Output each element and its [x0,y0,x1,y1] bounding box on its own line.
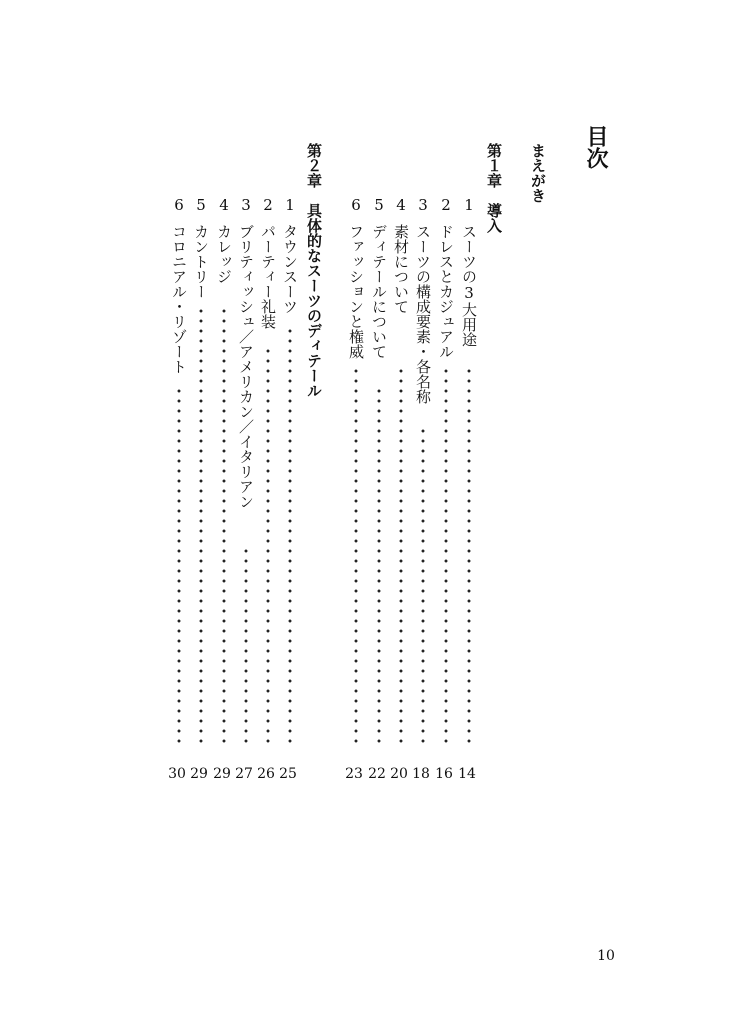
entry-number: 6 [347,196,365,214]
entry-number: 1 [460,196,478,214]
entry-number: 1 [281,196,299,214]
dot-leader [369,386,389,744]
toc-entry[interactable] [413,196,433,404]
entry-page-number: 25 [279,766,297,782]
entry-title: タウンスーツ [281,224,299,314]
entry-page-number: 30 [168,766,186,782]
toc-entry[interactable] [191,196,211,299]
dot-leader [436,366,456,744]
entry-title: カントリー [192,224,210,299]
toc-entry[interactable] [391,196,411,314]
entry-title: スーツの構成要素・各名称 [414,224,432,404]
entry-title: カレッジ [215,224,233,284]
page-number: 10 [597,948,615,964]
entry-page-number: 18 [412,766,430,782]
toc-entry[interactable] [236,196,256,509]
entry-title: ファッションと権威 [347,224,365,359]
entry-page-number: 20 [390,766,408,782]
toc-entry[interactable] [436,196,456,359]
dot-leader [459,366,479,744]
entry-page-number: 14 [458,766,476,782]
toc-entry[interactable] [258,196,278,329]
toc-entry[interactable] [214,196,234,284]
toc-entry[interactable] [369,196,389,359]
dot-leader [280,326,300,744]
dot-leader [169,386,189,744]
entry-number: 4 [392,196,410,214]
entry-title: ブリティッシュ／アメリカン／イタリアン [237,224,255,509]
entry-title: コロニアル・リゾート [170,224,188,374]
front-matter-heading: まえがき [529,143,547,203]
chapter-2-heading: 第２章 具体的なスーツのディテール [305,143,323,398]
entry-number: 4 [215,196,233,214]
dot-leader [191,306,211,744]
entry-page-number: 16 [435,766,453,782]
entry-number: 2 [437,196,455,214]
dot-leader [413,426,433,744]
toc-entry[interactable] [459,196,479,347]
toc-title: 目次 [583,125,608,169]
toc-entry[interactable] [346,196,366,359]
entry-title: スーツの3大用途 [460,224,478,347]
entry-title: ディテールについて [370,224,388,359]
entry-number: 3 [414,196,432,214]
dot-leader [391,366,411,744]
entry-page-number: 29 [213,766,231,782]
chapter-1-heading: 第１章 導入 [485,143,503,233]
dot-leader [346,366,366,744]
entry-page-number: 22 [368,766,386,782]
toc-entry[interactable] [169,196,189,374]
entry-number: 2 [259,196,277,214]
entry-page-number: 29 [190,766,208,782]
dot-leader [214,306,234,744]
dot-leader [236,546,256,744]
toc-entry[interactable] [280,196,300,314]
entry-page-number: 23 [345,766,363,782]
entry-title: 素材について [392,224,410,314]
dot-leader [258,346,278,744]
entry-number: 5 [192,196,210,214]
entry-page-number: 26 [257,766,275,782]
entry-title: ドレスとカジュアル [437,224,455,359]
entry-number: 5 [370,196,388,214]
entry-number: 6 [170,196,188,214]
entry-title: パーティー礼装 [259,224,277,329]
entry-page-number: 27 [235,766,253,782]
entry-number: 3 [237,196,255,214]
